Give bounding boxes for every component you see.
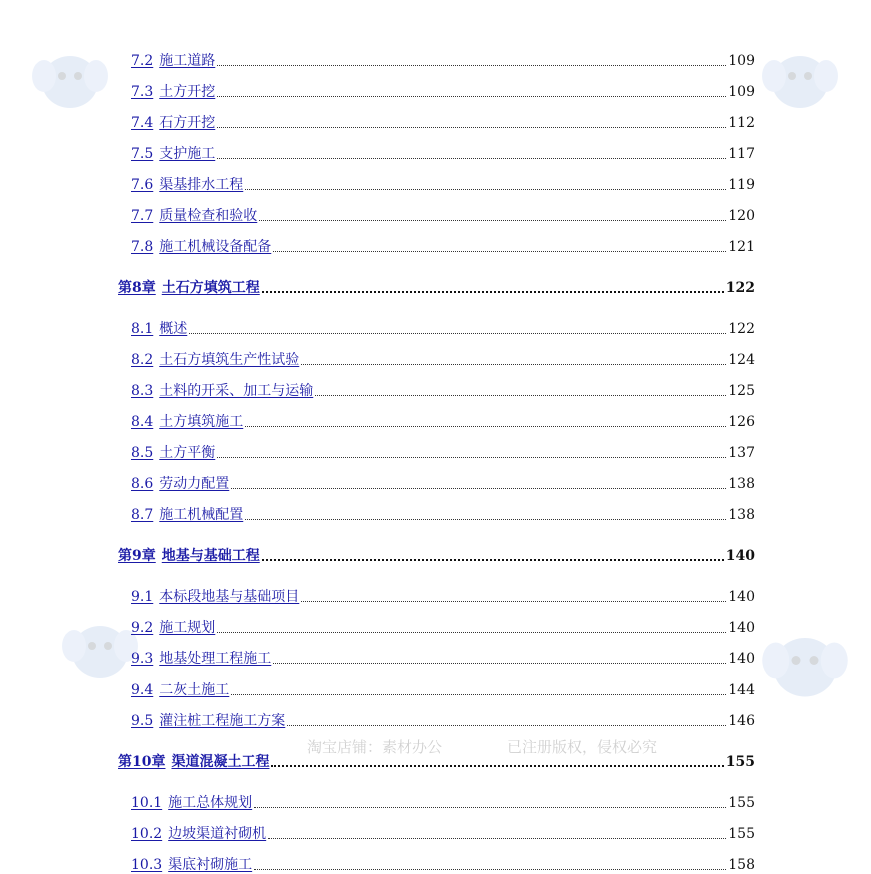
toc-entry-title: 地基与基础工程 xyxy=(161,548,260,564)
toc-entry-title: 地基处理工程施工 xyxy=(159,651,272,667)
toc-entry-link[interactable] xyxy=(131,825,266,843)
toc-section-entry[interactable] xyxy=(131,376,755,400)
toc-section-entry[interactable] xyxy=(131,469,755,493)
toc-entry-link[interactable] xyxy=(131,856,252,874)
toc-section-entry[interactable] xyxy=(131,46,755,70)
toc-entry-number: 7.2 xyxy=(131,53,154,69)
toc-section-entry[interactable] xyxy=(131,139,755,163)
toc-page-number: 117 xyxy=(728,146,755,162)
toc-entry-title: 二灰土施工 xyxy=(159,682,230,698)
toc-chapter-entry[interactable] xyxy=(118,541,755,565)
toc-dot-leader xyxy=(315,395,726,396)
toc-entry-link[interactable] xyxy=(131,145,215,163)
toc-chapter-entry[interactable] xyxy=(118,273,755,297)
toc-dot-leader xyxy=(271,765,723,767)
toc-dot-leader xyxy=(245,519,726,520)
toc-page-number: 140 xyxy=(725,548,755,564)
toc-page-number: 109 xyxy=(728,53,755,69)
toc-entry-title: 边坡渠道衬砌机 xyxy=(168,826,267,842)
toc-dot-leader xyxy=(301,364,726,365)
toc-entry-link[interactable] xyxy=(131,712,285,730)
toc-entry-number: 9.4 xyxy=(131,682,154,698)
toc-entry-number: 8.5 xyxy=(131,445,154,461)
toc-page-number: 109 xyxy=(728,84,755,100)
toc-dot-leader xyxy=(273,663,726,664)
toc-entry-number: 8.1 xyxy=(131,321,154,337)
toc-entry-title: 施工规划 xyxy=(159,620,216,636)
toc-entry-title: 渠道混凝土工程 xyxy=(171,754,270,770)
toc-page-number: 140 xyxy=(728,651,755,667)
toc-dot-leader xyxy=(217,96,726,97)
toc-dot-leader xyxy=(262,291,724,293)
toc-section-entry[interactable] xyxy=(131,675,755,699)
toc-dot-leader xyxy=(217,158,726,159)
toc-entry-link[interactable] xyxy=(131,207,257,225)
toc-entry-link[interactable] xyxy=(131,176,243,194)
toc-entry-link[interactable] xyxy=(131,475,229,493)
watermark-footer-left: 淘宝店铺：素材办公 xyxy=(307,738,443,756)
toc-page-number: 138 xyxy=(728,507,755,523)
toc-entry-link[interactable] xyxy=(131,681,229,699)
toc-entry-title: 渠底衬砌施工 xyxy=(168,857,253,873)
toc-section-entry[interactable] xyxy=(131,314,755,338)
toc-page-number: 146 xyxy=(728,713,755,729)
toc-section-entry[interactable] xyxy=(131,788,755,812)
toc-entry-link[interactable] xyxy=(131,238,271,256)
toc-page-number: 121 xyxy=(728,239,755,255)
toc-entry-title: 土方填筑施工 xyxy=(159,414,244,430)
toc-page-number: 112 xyxy=(728,115,755,131)
toc-entry-number: 7.6 xyxy=(131,177,154,193)
toc-entry-title: 劳动力配置 xyxy=(159,476,230,492)
toc-page-number: 124 xyxy=(728,352,755,368)
toc-section-entry[interactable] xyxy=(131,407,755,431)
toc-entry-link[interactable] xyxy=(131,83,215,101)
toc-page-number: 138 xyxy=(728,476,755,492)
toc-entry-number: 7.7 xyxy=(131,208,154,224)
toc-page-number: 158 xyxy=(728,857,755,873)
toc-page-number: 122 xyxy=(728,321,755,337)
toc-dot-leader xyxy=(231,694,726,695)
toc-page-number: 137 xyxy=(728,445,755,461)
toc-entry-link[interactable] xyxy=(131,588,299,606)
toc-page-number: 120 xyxy=(728,208,755,224)
toc-entry-title: 土方平衡 xyxy=(159,445,216,461)
toc-entry-title: 施工机械配置 xyxy=(159,507,244,523)
toc-page-number: 126 xyxy=(728,414,755,430)
toc-entry-number: 8.6 xyxy=(131,476,154,492)
toc-entry-title: 土料的开采、加工与运输 xyxy=(159,383,314,399)
toc-dot-leader xyxy=(254,869,726,870)
toc-page-number: 122 xyxy=(725,280,755,296)
toc-entry-number: 8.7 xyxy=(131,507,154,523)
toc-entry-number: 10.2 xyxy=(131,826,163,842)
toc-dot-leader xyxy=(231,488,726,489)
toc-entry-link[interactable] xyxy=(131,650,271,668)
toc-entry-number: 8.2 xyxy=(131,352,154,368)
toc-dot-leader xyxy=(217,632,726,633)
toc-dot-leader xyxy=(268,838,726,839)
toc-section-entry[interactable] xyxy=(131,201,755,225)
toc-page-number: 140 xyxy=(728,620,755,636)
toc-entry-number: 第9章 xyxy=(118,548,156,564)
toc-section-entry[interactable] xyxy=(131,644,755,668)
toc-dot-leader xyxy=(301,601,726,602)
toc-entry-link[interactable] xyxy=(118,279,260,297)
toc-entry-link[interactable] xyxy=(118,547,260,565)
toc-entry-number: 7.4 xyxy=(131,115,154,131)
toc-page-number: 155 xyxy=(728,795,755,811)
toc-section-entry[interactable] xyxy=(131,232,755,256)
toc-entry-link[interactable] xyxy=(131,794,252,812)
toc-dot-leader xyxy=(262,559,724,561)
toc-entry-number: 8.4 xyxy=(131,414,154,430)
toc-entry-title: 质量检查和验收 xyxy=(159,208,258,224)
toc-page-number: 144 xyxy=(728,682,755,698)
elephant-watermark-icon xyxy=(760,620,850,710)
toc-section-entry[interactable] xyxy=(131,77,755,101)
toc-entry-link[interactable] xyxy=(131,52,215,70)
toc-entry-title: 土方开挖 xyxy=(159,84,216,100)
toc-page-number: 155 xyxy=(728,826,755,842)
toc-entry-title: 土石方填筑生产性试验 xyxy=(159,352,300,368)
toc-dot-leader xyxy=(217,457,726,458)
toc-dot-leader xyxy=(245,426,726,427)
toc-entry-number: 7.8 xyxy=(131,239,154,255)
toc-section-entry[interactable] xyxy=(131,613,755,637)
toc-entry-link[interactable] xyxy=(131,320,187,338)
toc-entry-number: 7.5 xyxy=(131,146,154,162)
toc-entry-number: 9.3 xyxy=(131,651,154,667)
toc-section-entry[interactable] xyxy=(131,850,755,874)
toc-entry-link[interactable] xyxy=(131,506,243,524)
toc-entry-number: 9.5 xyxy=(131,713,154,729)
toc-page-number: 155 xyxy=(725,754,755,770)
watermark-footer-right: 已注册版权，侵权必究 xyxy=(507,738,658,756)
toc-entry-number: 第10章 xyxy=(118,754,166,770)
toc-dot-leader xyxy=(273,251,726,252)
toc-entry-title: 灌注桩工程施工方案 xyxy=(159,713,286,729)
toc-entry-link[interactable] xyxy=(131,413,243,431)
toc-entry-link[interactable] xyxy=(131,114,215,132)
toc-entry-title: 施工总体规划 xyxy=(168,795,253,811)
toc-entry-title: 概述 xyxy=(159,321,188,337)
toc-page-number: 125 xyxy=(728,383,755,399)
elephant-watermark-icon xyxy=(30,40,110,120)
elephant-watermark-icon xyxy=(60,610,140,690)
toc-dot-leader xyxy=(259,220,726,221)
toc-entry-number: 8.3 xyxy=(131,383,154,399)
toc-entry-number: 第8章 xyxy=(118,280,156,296)
toc-entry-title: 支护施工 xyxy=(159,146,216,162)
toc-page-number: 119 xyxy=(728,177,755,193)
toc-chapter-entry[interactable] xyxy=(118,747,755,771)
toc-entry-number: 10.1 xyxy=(131,795,163,811)
toc-entry-title: 渠基排水工程 xyxy=(159,177,244,193)
toc-page-number: 140 xyxy=(728,589,755,605)
toc-entry-number: 9.1 xyxy=(131,589,154,605)
toc-entry-title: 施工机械设备配备 xyxy=(159,239,272,255)
toc-section-entry[interactable] xyxy=(131,170,755,194)
toc-section-entry[interactable] xyxy=(131,582,755,606)
elephant-watermark-icon xyxy=(760,40,840,120)
toc-entry-link[interactable] xyxy=(118,753,269,771)
toc-entry-link[interactable] xyxy=(131,382,313,400)
toc-entry-number: 10.3 xyxy=(131,857,163,873)
toc-section-entry[interactable] xyxy=(131,345,755,369)
toc-dot-leader xyxy=(245,189,726,190)
toc-dot-leader xyxy=(217,65,726,66)
toc-dot-leader xyxy=(287,725,726,726)
toc-dot-leader xyxy=(217,127,726,128)
toc-section-entry[interactable] xyxy=(131,500,755,524)
toc-entry-title: 施工道路 xyxy=(159,53,216,69)
toc-entry-title: 土石方填筑工程 xyxy=(161,280,260,296)
toc-entry-link[interactable] xyxy=(131,619,215,637)
toc-section-entry[interactable] xyxy=(131,438,755,462)
toc-entry-number: 9.2 xyxy=(131,620,154,636)
toc-dot-leader xyxy=(189,333,726,334)
toc-entry-link[interactable] xyxy=(131,351,299,369)
toc-dot-leader xyxy=(254,807,726,808)
toc-entry-link[interactable] xyxy=(131,444,215,462)
toc-section-entry[interactable] xyxy=(131,108,755,132)
toc-section-entry[interactable] xyxy=(131,706,755,730)
toc-section-entry[interactable] xyxy=(131,819,755,843)
toc-entry-title: 本标段地基与基础项目 xyxy=(159,589,300,605)
toc-entry-title: 石方开挖 xyxy=(159,115,216,131)
toc-entry-number: 7.3 xyxy=(131,84,154,100)
